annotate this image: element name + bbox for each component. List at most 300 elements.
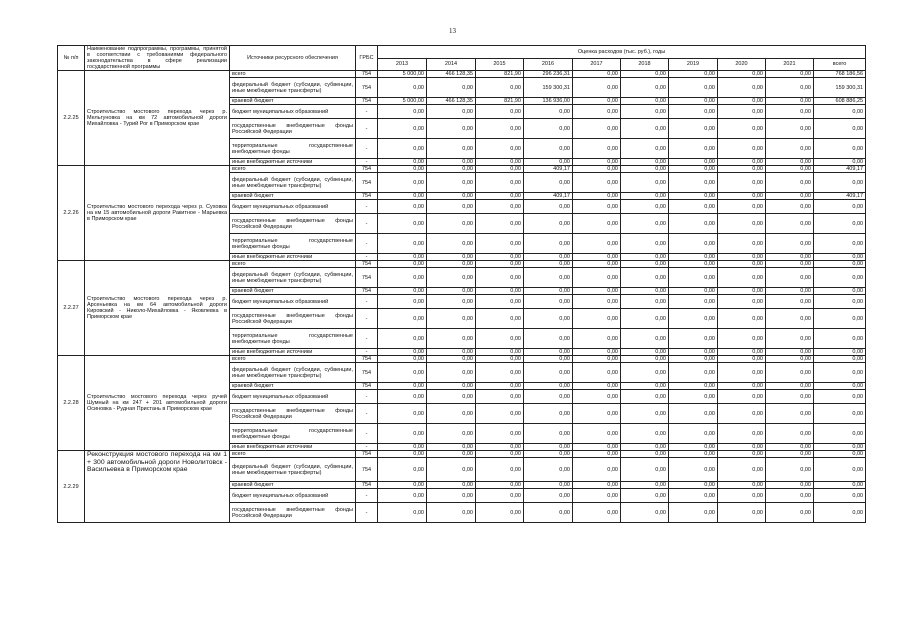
value-cell: 0,00: [524, 503, 573, 523]
value-cell: 136 936,00: [524, 98, 573, 105]
value-cell: 0,00: [766, 193, 814, 200]
value-cell: 0,00: [621, 383, 669, 390]
value-cell: 0,00: [524, 404, 573, 424]
program-name: Строительство мостового перехода через р. Мельгуновка на км 72 автомобильной дороги Михайловка - Турий Рог в Приморском крае: [85, 71, 230, 166]
funding-source: иные внебюджетные источники: [230, 444, 356, 451]
value-cell: 0,00: [573, 234, 621, 254]
value-cell: 0,00: [573, 489, 621, 503]
value-cell: 0,00: [573, 383, 621, 390]
value-cell: 0,00: [669, 261, 718, 268]
value-cell: 0,00: [378, 214, 427, 234]
grbs-code: -: [356, 119, 378, 139]
grbs-code: 754: [356, 173, 378, 193]
row-number: 2.2.27: [58, 261, 85, 356]
value-cell: 0,00: [621, 295, 669, 309]
value-cell: 0,00: [573, 444, 621, 451]
value-cell: 0,00: [669, 166, 718, 173]
value-cell: 0,00: [378, 503, 427, 523]
value-cell: 0,00: [718, 288, 766, 295]
grbs-code: 754: [356, 166, 378, 173]
value-cell: 0,00: [718, 71, 766, 78]
funding-source: государственные внебюджетные фонды Российской Федерации: [230, 404, 356, 424]
value-cell: 0,00: [378, 489, 427, 503]
value-cell: 0,00: [669, 295, 718, 309]
value-cell: 0,00: [378, 451, 427, 458]
value-cell: 0,00: [669, 200, 718, 214]
value-cell: 0,00: [476, 173, 524, 193]
value-cell: 0,00: [476, 234, 524, 254]
total-cell: 0,00: [814, 234, 866, 254]
value-cell: 0,00: [476, 424, 524, 444]
value-cell: 0,00: [718, 159, 766, 166]
value-cell: 0,00: [766, 309, 814, 329]
value-cell: 0,00: [718, 105, 766, 119]
grbs-code: -: [356, 503, 378, 523]
value-cell: 0,00: [476, 261, 524, 268]
value-cell: 0,00: [573, 451, 621, 458]
value-cell: 0,00: [669, 451, 718, 458]
value-cell: 0,00: [573, 261, 621, 268]
value-cell: 0,00: [427, 309, 476, 329]
total-cell: 0,00: [814, 105, 866, 119]
value-cell: 0,00: [718, 166, 766, 173]
value-cell: 0,00: [573, 356, 621, 363]
value-cell: 0,00: [427, 200, 476, 214]
value-cell: 0,00: [718, 444, 766, 451]
table-body: [58, 71, 866, 523]
value-cell: 0,00: [718, 482, 766, 489]
funding-source: федеральный бюджет (субсидии, субвенции, иные межбюджетные трансферты): [230, 173, 356, 193]
value-cell: 0,00: [573, 254, 621, 261]
grbs-code: -: [356, 489, 378, 503]
value-cell: 0,00: [573, 159, 621, 166]
value-cell: 0,00: [476, 200, 524, 214]
value-cell: 0,00: [573, 404, 621, 424]
value-cell: 0,00: [476, 451, 524, 458]
table-row: [58, 71, 866, 78]
value-cell: 0,00: [621, 166, 669, 173]
value-cell: 0,00: [378, 404, 427, 424]
header-grbs: ГРБС: [356, 46, 378, 71]
funding-source: иные внебюджетные источники: [230, 254, 356, 261]
value-cell: 0,00: [476, 166, 524, 173]
value-cell: 0,00: [669, 288, 718, 295]
value-cell: 0,00: [476, 349, 524, 356]
value-cell: 0,00: [766, 356, 814, 363]
value-cell: 0,00: [669, 193, 718, 200]
value-cell: 0,00: [476, 390, 524, 404]
total-cell: 0,00: [814, 482, 866, 489]
value-cell: 0,00: [621, 200, 669, 214]
value-cell: 0,00: [718, 309, 766, 329]
value-cell: 0,00: [378, 193, 427, 200]
value-cell: 0,00: [766, 404, 814, 424]
value-cell: 0,00: [378, 349, 427, 356]
table-row: [58, 356, 866, 363]
funding-source: бюджет муниципальных образований: [230, 390, 356, 404]
total-cell: 0,00: [814, 363, 866, 383]
value-cell: 159 300,31: [524, 78, 573, 98]
value-cell: 0,00: [378, 482, 427, 489]
value-cell: 0,00: [669, 503, 718, 523]
value-cell: 0,00: [718, 390, 766, 404]
total-cell: 0,00: [814, 268, 866, 288]
grbs-code: -: [356, 254, 378, 261]
value-cell: 0,00: [378, 254, 427, 261]
value-cell: 0,00: [621, 444, 669, 451]
value-cell: 0,00: [669, 444, 718, 451]
total-cell: 0,00: [814, 444, 866, 451]
header-year: 2015: [476, 58, 524, 71]
grbs-code: 754: [356, 98, 378, 105]
value-cell: 0,00: [621, 404, 669, 424]
value-cell: 0,00: [669, 234, 718, 254]
value-cell: 0,00: [766, 288, 814, 295]
value-cell: 0,00: [621, 254, 669, 261]
value-cell: 0,00: [766, 268, 814, 288]
value-cell: 0,00: [524, 363, 573, 383]
funding-source: территориальные государственные внебюджетные фонды: [230, 329, 356, 349]
value-cell: 0,00: [524, 390, 573, 404]
value-cell: 0,00: [718, 139, 766, 159]
total-cell: 409,17: [814, 193, 866, 200]
value-cell: 0,00: [427, 78, 476, 98]
row-number: 2.2.28: [58, 356, 85, 451]
value-cell: 0,00: [378, 166, 427, 173]
value-cell: 0,00: [524, 458, 573, 482]
value-cell: 0,00: [427, 363, 476, 383]
value-cell: 0,00: [621, 71, 669, 78]
value-cell: 0,00: [427, 390, 476, 404]
value-cell: 0,00: [427, 329, 476, 349]
value-cell: 0,00: [766, 329, 814, 349]
value-cell: 0,00: [621, 139, 669, 159]
value-cell: 0,00: [476, 105, 524, 119]
table-row: [58, 451, 866, 458]
value-cell: 0,00: [378, 234, 427, 254]
page-number: 13: [449, 27, 456, 35]
value-cell: 0,00: [573, 214, 621, 234]
value-cell: 0,00: [573, 390, 621, 404]
value-cell: 0,00: [766, 166, 814, 173]
value-cell: 0,00: [476, 356, 524, 363]
funding-source: государственные внебюджетные фонды Российской Федерации: [230, 214, 356, 234]
funding-source: государственные внебюджетные фонды Российской Федерации: [230, 503, 356, 523]
value-cell: 0,00: [766, 489, 814, 503]
value-cell: 0,00: [573, 166, 621, 173]
total-cell: 0,00: [814, 404, 866, 424]
value-cell: 0,00: [524, 489, 573, 503]
value-cell: 0,00: [718, 404, 766, 424]
value-cell: 0,00: [669, 309, 718, 329]
value-cell: 0,00: [524, 349, 573, 356]
value-cell: 0,00: [573, 105, 621, 119]
funding-source: всего: [230, 71, 356, 78]
value-cell: 0,00: [669, 254, 718, 261]
value-cell: 0,00: [766, 451, 814, 458]
value-cell: 0,00: [427, 383, 476, 390]
value-cell: 0,00: [621, 193, 669, 200]
row-number: 2.2.29: [58, 451, 85, 523]
value-cell: 0,00: [766, 105, 814, 119]
grbs-code: -: [356, 329, 378, 349]
value-cell: 0,00: [524, 424, 573, 444]
value-cell: 0,00: [378, 329, 427, 349]
value-cell: 0,00: [621, 159, 669, 166]
total-cell: 608 886,25: [814, 98, 866, 105]
value-cell: 0,00: [476, 458, 524, 482]
value-cell: 0,00: [427, 105, 476, 119]
total-cell: 0,00: [814, 261, 866, 268]
total-cell: 0,00: [814, 159, 866, 166]
value-cell: 0,00: [766, 390, 814, 404]
header-year: 2020: [718, 58, 766, 71]
value-cell: 0,00: [669, 349, 718, 356]
table-row: [58, 261, 866, 268]
value-cell: 0,00: [573, 349, 621, 356]
value-cell: 0,00: [427, 288, 476, 295]
value-cell: 821,90: [476, 98, 524, 105]
value-cell: 0,00: [621, 349, 669, 356]
grbs-code: 754: [356, 261, 378, 268]
value-cell: 0,00: [669, 98, 718, 105]
funding-source: всего: [230, 166, 356, 173]
total-cell: 409,17: [814, 166, 866, 173]
value-cell: 0,00: [766, 482, 814, 489]
total-cell: 0,00: [814, 214, 866, 234]
value-cell: 0,00: [669, 482, 718, 489]
value-cell: 0,00: [378, 105, 427, 119]
value-cell: 0,00: [573, 424, 621, 444]
value-cell: 409,17: [524, 166, 573, 173]
total-cell: 0,00: [814, 390, 866, 404]
grbs-code: 754: [356, 193, 378, 200]
value-cell: 0,00: [524, 383, 573, 390]
total-cell: 0,00: [814, 295, 866, 309]
value-cell: 0,00: [766, 261, 814, 268]
value-cell: 0,00: [524, 254, 573, 261]
value-cell: 0,00: [718, 173, 766, 193]
value-cell: 5 000,00: [378, 71, 427, 78]
grbs-code: 754: [356, 458, 378, 482]
value-cell: 0,00: [766, 139, 814, 159]
value-cell: 0,00: [524, 214, 573, 234]
total-cell: 0,00: [814, 356, 866, 363]
value-cell: 0,00: [378, 288, 427, 295]
value-cell: 0,00: [669, 356, 718, 363]
value-cell: 0,00: [669, 404, 718, 424]
program-name: Строительство мостового перехода через ручей Шумный на км 247 + 201 автомобильной дороги Осиновка - Рудная Пристань в Приморском крае: [85, 356, 230, 451]
funding-source: федеральный бюджет (субсидии, субвенции, иные межбюджетные трансферты): [230, 363, 356, 383]
value-cell: 0,00: [476, 295, 524, 309]
value-cell: 821,90: [476, 71, 524, 78]
total-cell: 0,00: [814, 254, 866, 261]
value-cell: 0,00: [378, 78, 427, 98]
value-cell: 0,00: [524, 234, 573, 254]
grbs-code: 754: [356, 78, 378, 98]
value-cell: 0,00: [669, 78, 718, 98]
value-cell: 0,00: [427, 166, 476, 173]
total-cell: 0,00: [814, 173, 866, 193]
value-cell: 0,00: [621, 356, 669, 363]
value-cell: 0,00: [766, 383, 814, 390]
value-cell: 0,00: [621, 309, 669, 329]
funding-source: федеральный бюджет (субсидии, субвенции, иные межбюджетные трансферты): [230, 268, 356, 288]
grbs-code: 754: [356, 356, 378, 363]
value-cell: 0,00: [524, 119, 573, 139]
value-cell: 0,00: [573, 98, 621, 105]
value-cell: 0,00: [524, 356, 573, 363]
row-number: 2.2.25: [58, 71, 85, 166]
value-cell: 0,00: [476, 139, 524, 159]
value-cell: 0,00: [718, 214, 766, 234]
value-cell: 0,00: [766, 71, 814, 78]
value-cell: 0,00: [378, 458, 427, 482]
value-cell: 0,00: [476, 309, 524, 329]
value-cell: 0,00: [524, 482, 573, 489]
value-cell: 0,00: [573, 193, 621, 200]
value-cell: 0,00: [621, 489, 669, 503]
funding-source: краевой бюджет: [230, 98, 356, 105]
value-cell: 0,00: [427, 451, 476, 458]
value-cell: 0,00: [766, 444, 814, 451]
value-cell: 0,00: [524, 329, 573, 349]
value-cell: 0,00: [766, 349, 814, 356]
value-cell: 0,00: [573, 503, 621, 523]
value-cell: 0,00: [476, 482, 524, 489]
grbs-code: 754: [356, 71, 378, 78]
value-cell: 0,00: [378, 139, 427, 159]
program-name: Строительство мостового перехода через р. Арсеньевка на км 64 автомобильной дороги Кировский - Николо-Михайловка - Яковлевка в Приморском крае: [85, 261, 230, 356]
value-cell: 0,00: [669, 268, 718, 288]
value-cell: 0,00: [669, 458, 718, 482]
value-cell: 0,00: [427, 424, 476, 444]
value-cell: 0,00: [524, 268, 573, 288]
value-cell: 466 128,35: [427, 98, 476, 105]
value-cell: 0,00: [621, 451, 669, 458]
value-cell: 0,00: [378, 390, 427, 404]
value-cell: 0,00: [766, 363, 814, 383]
grbs-code: 754: [356, 363, 378, 383]
value-cell: 0,00: [378, 424, 427, 444]
value-cell: 0,00: [621, 482, 669, 489]
program-name: Строительство мостового перехода через р. Суховка на км 15 автомобильной дороги Ракитное - Марьевка в Приморском крае: [85, 166, 230, 261]
value-cell: 0,00: [573, 78, 621, 98]
total-cell: 0,00: [814, 489, 866, 503]
header-year: 2018: [621, 58, 669, 71]
value-cell: 0,00: [378, 356, 427, 363]
value-cell: 0,00: [427, 254, 476, 261]
total-cell: 0,00: [814, 383, 866, 390]
value-cell: 0,00: [427, 193, 476, 200]
grbs-code: -: [356, 295, 378, 309]
value-cell: 0,00: [718, 329, 766, 349]
grbs-code: -: [356, 234, 378, 254]
value-cell: 0,00: [427, 458, 476, 482]
header-year: 2013: [378, 58, 427, 71]
funding-source: всего: [230, 261, 356, 268]
value-cell: 0,00: [669, 383, 718, 390]
value-cell: 0,00: [476, 254, 524, 261]
value-cell: 0,00: [621, 105, 669, 119]
funding-source: бюджет муниципальных образований: [230, 105, 356, 119]
funding-source: государственные внебюджетные фонды Российской Федерации: [230, 119, 356, 139]
value-cell: 0,00: [573, 458, 621, 482]
value-cell: 0,00: [621, 363, 669, 383]
value-cell: 0,00: [427, 404, 476, 424]
grbs-code: -: [356, 424, 378, 444]
value-cell: 0,00: [669, 329, 718, 349]
value-cell: 0,00: [476, 489, 524, 503]
value-cell: 0,00: [766, 78, 814, 98]
value-cell: 0,00: [427, 349, 476, 356]
funding-source: бюджет муниципальных образований: [230, 489, 356, 503]
value-cell: 0,00: [524, 444, 573, 451]
value-cell: 0,00: [476, 383, 524, 390]
value-cell: 466 128,35: [427, 71, 476, 78]
funding-source: государственные внебюджетные фонды Российской Федерации: [230, 309, 356, 329]
value-cell: 5 000,00: [378, 98, 427, 105]
funding-source: иные внебюджетные источники: [230, 349, 356, 356]
funding-source: бюджет муниципальных образований: [230, 295, 356, 309]
value-cell: 0,00: [427, 119, 476, 139]
value-cell: 0,00: [718, 261, 766, 268]
value-cell: 0,00: [476, 119, 524, 139]
value-cell: 0,00: [718, 78, 766, 98]
value-cell: 0,00: [378, 309, 427, 329]
total-cell: 0,00: [814, 200, 866, 214]
value-cell: 0,00: [476, 444, 524, 451]
funding-source: всего: [230, 356, 356, 363]
value-cell: 0,00: [524, 173, 573, 193]
value-cell: 0,00: [573, 71, 621, 78]
value-cell: 0,00: [718, 254, 766, 261]
funding-source: бюджет муниципальных образований: [230, 200, 356, 214]
value-cell: 0,00: [718, 295, 766, 309]
grbs-code: 754: [356, 451, 378, 458]
value-cell: 0,00: [669, 214, 718, 234]
value-cell: 0,00: [669, 105, 718, 119]
value-cell: 0,00: [378, 295, 427, 309]
value-cell: 0,00: [524, 200, 573, 214]
grbs-code: -: [356, 200, 378, 214]
value-cell: 0,00: [621, 214, 669, 234]
value-cell: 0,00: [476, 404, 524, 424]
value-cell: 0,00: [621, 268, 669, 288]
value-cell: 0,00: [669, 173, 718, 193]
value-cell: 0,00: [621, 329, 669, 349]
header-estimate: Оценка расходов (тыс. руб.), годы: [378, 46, 866, 59]
funding-source: территориальные государственные внебюджетные фонды: [230, 234, 356, 254]
value-cell: 0,00: [766, 214, 814, 234]
table-header: [58, 46, 866, 71]
value-cell: 0,00: [476, 268, 524, 288]
total-cell: 0,00: [814, 424, 866, 444]
grbs-code: 754: [356, 383, 378, 390]
value-cell: 0,00: [718, 119, 766, 139]
value-cell: 0,00: [766, 159, 814, 166]
grbs-code: -: [356, 349, 378, 356]
value-cell: 0,00: [573, 200, 621, 214]
value-cell: 0,00: [718, 234, 766, 254]
value-cell: 0,00: [524, 309, 573, 329]
value-cell: 0,00: [427, 261, 476, 268]
total-cell: 768 186,56: [814, 71, 866, 78]
value-cell: 0,00: [573, 268, 621, 288]
value-cell: 0,00: [427, 489, 476, 503]
value-cell: 0,00: [378, 383, 427, 390]
value-cell: 0,00: [718, 489, 766, 503]
